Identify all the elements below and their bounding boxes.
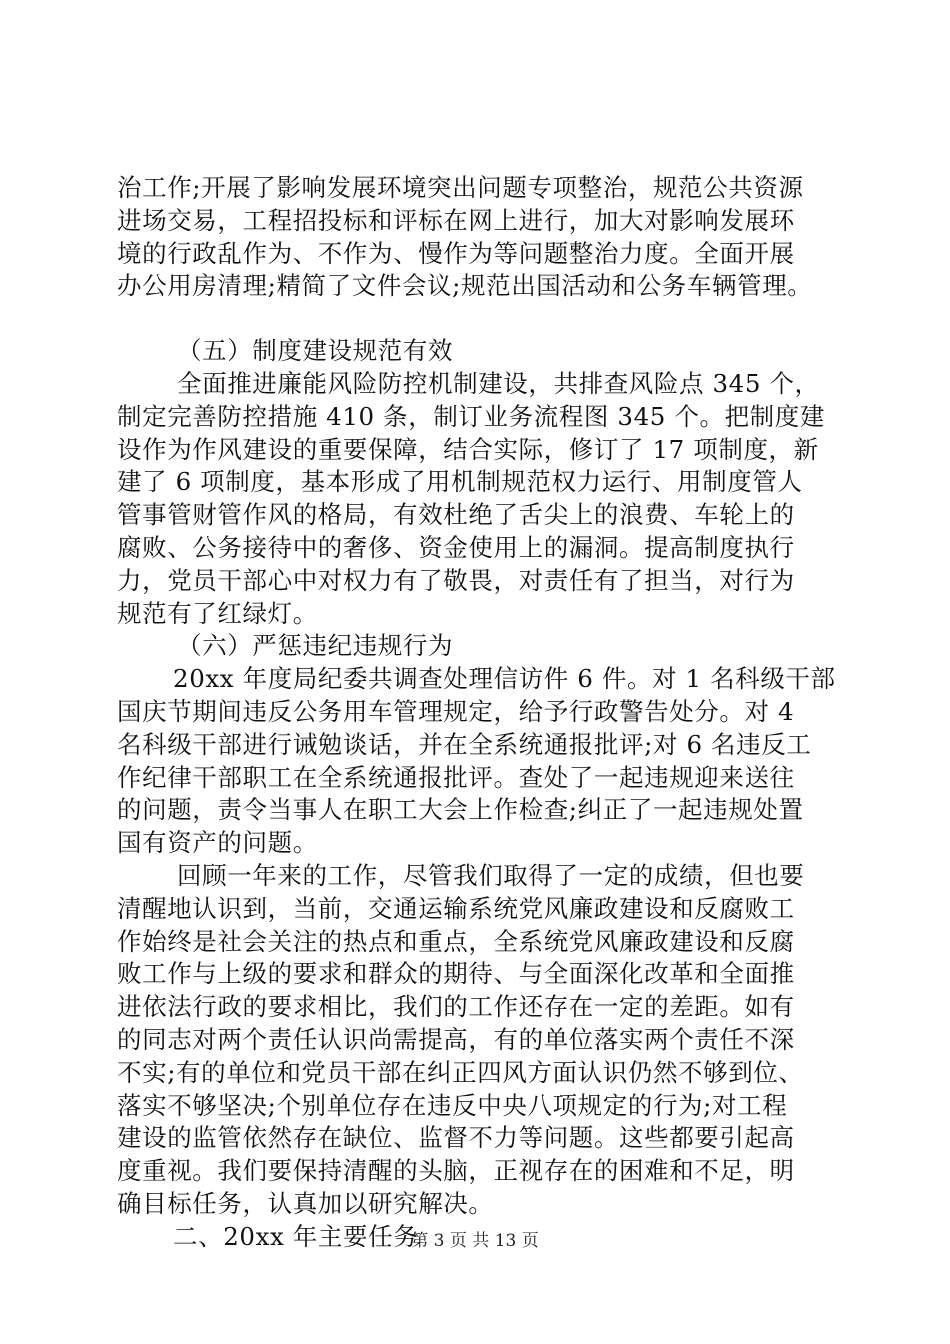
paragraph-line: 的问题，责令当事人在职工大会上作检查;纠正了一起违规处置 [117, 795, 804, 825]
paragraph-line: 制定完善防控措施 410 条，制订业务流程图 345 个。把制度建 [117, 401, 825, 431]
paragraph-line: 力，党员干部心中对权力有了敬畏，对责任有了担当，对行为 [117, 565, 795, 595]
paragraph-line: 进场交易，工程招投标和评标在网上进行，加大对影响发展环 [117, 205, 795, 235]
paragraph-line: 国有资产的问题。 [117, 828, 318, 858]
page-number-footer: 第 3 页 共 13 页 [411, 1231, 539, 1251]
section-heading-6: （六）严惩违纪违规行为 [177, 631, 454, 661]
paragraph-line: 治工作;开展了影响发展环境突出问题专项整治，规范公共资源 [117, 173, 804, 202]
paragraph-line: 国庆节期间违反公务用车管理规定，给予行政警告处分。对 4 [117, 696, 795, 726]
paragraph-line: 管事管财管作风的格局，有效杜绝了舌尖上的浪费、车轮上的 [117, 500, 795, 530]
paragraph-line: 20xx 年度局纪委共调查处理信访件 6 件。对 1 名科级干部 [173, 664, 836, 694]
paragraph-line: 建了 6 项制度，基本形成了用机制规范权力运行、用制度管人 [117, 467, 803, 497]
paragraph-line: 作始终是社会关注的热点和重点，全系统党风廉政建设和反腐 [117, 926, 795, 956]
paragraph-line: 名科级干部进行诫勉谈话，并在全系统通报批评;对 6 名违反工 [117, 729, 812, 759]
paragraph-line: 度重视。我们要保持清醒的头脑，正视存在的困难和不足，明 [117, 1156, 795, 1186]
paragraph-line: 设作为作风建设的重要保障，结合实际，修订了 17 项制度，新 [117, 434, 819, 464]
paragraph-line: 落实不够坚决;个别单位存在违反中央八项规定的行为;对工程 [117, 1090, 788, 1120]
paragraph-line: 确目标任务，认真加以研究解决。 [117, 1188, 494, 1218]
paragraph-line: 腐败、公务接待中的奢侈、资金使用上的漏洞。提高制度执行 [117, 532, 795, 562]
paragraph-line: 作纪律干部职工在全系统通报批评。查处了一起违规迎来送往 [117, 762, 795, 792]
paragraph-line: 败工作与上级的要求和群众的期待、与全面深化改革和全面推 [117, 959, 795, 989]
paragraph-line: 全面推进廉能风险防控机制建设，共排查风险点 345 个， [177, 368, 820, 398]
paragraph-line: 回顾一年来的工作，尽管我们取得了一定的成绩，但也要 [177, 860, 805, 890]
paragraph-gap [117, 303, 837, 335]
paragraph-line: 规范有了红绿灯。 [117, 598, 318, 628]
paragraph-line: 清醒地认识到，当前，交通运输系统党风廉政建设和反腐败工 [117, 893, 795, 923]
section-heading-2: 二、20xx 年主要任务 [173, 1221, 419, 1251]
paragraph-line: 的同志对两个责任认识尚需提高，有的单位落实两个责任不深 [117, 1024, 795, 1054]
paragraph-line: 不实;有的单位和党员干部在纠正四风方面认识仍然不够到位、 [117, 1057, 804, 1087]
paragraph-line: 进依法行政的要求相比，我们的工作还存在一定的差距。如有 [117, 992, 795, 1022]
paragraph-line: 境的行政乱作为、不作为、慢作为等问题整治力度。全面开展 [117, 238, 795, 268]
document-body [117, 172, 837, 1254]
paragraph-line: 办公用房清理;精简了文件会议;规范出国活动和公务车辆管理。 [117, 271, 813, 301]
section-heading-5: （五）制度建设规范有效 [177, 336, 454, 366]
paragraph-line: 建设的监管依然存在缺位、监督不力等问题。这些都要引起高 [117, 1123, 795, 1153]
